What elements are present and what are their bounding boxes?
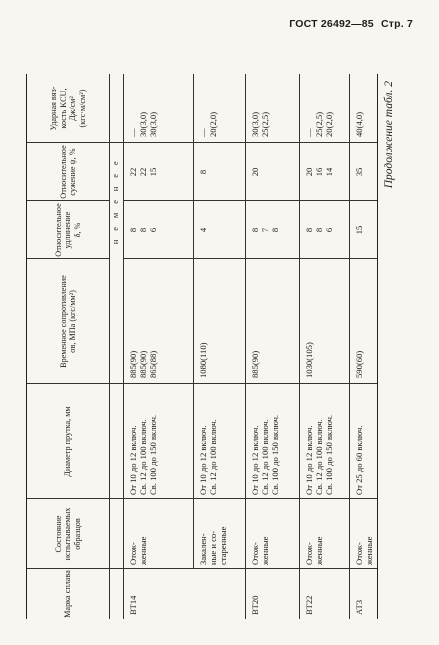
table-cell-elongation	[354, 201, 364, 259]
cell-line: —	[198, 128, 208, 137]
table-cell-diameter	[198, 419, 218, 495]
cell-line: 22	[128, 167, 138, 177]
cell-line: 8	[198, 169, 208, 175]
table-cell-grade	[128, 596, 138, 615]
header-text: испытываемых	[63, 507, 73, 561]
cell-line: 40(4,0)	[354, 111, 364, 137]
table-cell-reduction	[128, 143, 158, 201]
page-header	[285, 18, 413, 30]
cell-line: 8	[314, 227, 324, 233]
table-cell-grade	[304, 596, 314, 615]
cell-line: 30(3,0)	[250, 111, 260, 137]
cell-line: 885(90)	[138, 350, 148, 378]
table-cell-elongation	[198, 201, 208, 259]
table-cell-reduction	[354, 143, 364, 201]
header-divider	[109, 74, 110, 619]
row-divider	[299, 74, 300, 619]
column-header-impact	[27, 74, 109, 143]
table-cell-diameter	[250, 415, 280, 495]
cell-line: 590(60)	[354, 350, 364, 378]
cell-line: женные	[260, 536, 270, 565]
cell-line: Св. 100 до 150 включ.	[324, 414, 334, 495]
table-cell-elongation	[304, 201, 334, 259]
header-text: Марка сплава	[63, 570, 73, 618]
cell-line: Св. 100 до 150 включ.	[270, 414, 280, 495]
header-text: Относительное	[53, 203, 63, 257]
cell-line: женные	[314, 536, 324, 565]
column-header-grade	[27, 569, 109, 619]
table-cell-reduction	[304, 143, 334, 201]
table-cell-diameter	[128, 415, 158, 495]
cell-line: 14	[324, 167, 334, 177]
cell-line: 15	[148, 167, 158, 177]
row-divider	[349, 74, 350, 619]
cell-line: Отож-	[304, 542, 314, 565]
table-cell-state	[304, 537, 324, 565]
table-cell-state	[198, 527, 228, 565]
not-less-label: н е м е н е е	[111, 157, 120, 245]
column-header-state	[27, 499, 109, 569]
row-divider	[245, 74, 246, 619]
cell-line: 1080(110)	[198, 342, 208, 378]
cell-line: 35	[354, 167, 364, 177]
table-cell-grade	[250, 596, 260, 615]
rotated-table	[26, 74, 410, 619]
table-cell-impact	[354, 68, 364, 137]
cell-line: 885(90)	[250, 350, 260, 378]
table-cell-grade	[354, 600, 364, 615]
header-text: δ, %	[72, 222, 82, 238]
cell-line: Отож-	[354, 542, 364, 565]
cell-line: 8	[250, 227, 260, 233]
table-cell-impact	[198, 68, 218, 137]
cell-line: —	[128, 128, 138, 137]
header-text: удлинение	[63, 211, 73, 249]
column-header-reduction	[27, 143, 109, 201]
table-cell-elongation	[250, 201, 280, 259]
cell-line: 865(88)	[148, 350, 158, 378]
cell-line: 6	[324, 227, 334, 233]
cell-line: 885(90)	[128, 350, 138, 378]
cell-line: 22	[138, 167, 148, 177]
cell-line: Св. 100 до 150 включ.	[148, 414, 158, 495]
row-divider	[193, 74, 194, 569]
cell-line: 4	[198, 227, 208, 233]
table-cell-impact	[250, 68, 270, 137]
cell-line: 8	[128, 227, 138, 233]
cell-line: Св. 12 до 100 включ.	[208, 419, 218, 495]
cell-line: 15	[354, 225, 364, 235]
table-cell-reduction	[250, 143, 260, 201]
header-text: образцов	[72, 518, 82, 550]
cell-line: Закален-	[198, 533, 208, 565]
header-text: Временное сопротивление	[58, 275, 68, 368]
cell-line: 7	[260, 227, 270, 233]
cell-line: 1030(105)	[304, 342, 314, 378]
cell-line: От 25 до 60 включ.	[354, 425, 364, 495]
cell-line: От 10 до 12 включ.	[128, 425, 138, 495]
table-cell-impact	[304, 68, 334, 137]
table-cell-strength	[128, 351, 158, 378]
header-text: (кгс·м/см²)	[77, 89, 87, 128]
header-text: Ударная вяз-	[49, 86, 58, 131]
table-title: Продолжение табл. 2	[383, 81, 395, 189]
cell-line: От 10 до 12 включ.	[198, 425, 208, 495]
column-header-elongation	[27, 201, 109, 259]
table-cell-state	[354, 537, 374, 565]
table-cell-impact	[128, 68, 158, 137]
table-cell-state	[128, 537, 148, 565]
cell-line: Отож-	[250, 542, 260, 565]
cell-line: женные	[364, 536, 374, 565]
cell-line: 20	[250, 167, 260, 177]
data-table	[26, 74, 378, 619]
table-cell-state	[250, 537, 270, 565]
table-cell-strength	[354, 351, 364, 378]
column-header-strength	[27, 259, 109, 384]
cell-line: старенные	[218, 526, 228, 565]
header-text: Относительное	[58, 145, 68, 199]
cell-line: Св. 12 до 100 включ.	[314, 419, 324, 495]
cell-line: Св. 12 до 100 включ.	[260, 419, 270, 495]
cell-line: 8	[304, 227, 314, 233]
column-header-diameter	[27, 384, 109, 499]
table-cell-strength	[250, 351, 260, 378]
cell-line: От 10 до 12 включ.	[304, 425, 314, 495]
header-text: Состояние	[53, 515, 63, 553]
table-cell-diameter	[354, 426, 364, 496]
page-number: Стр. 7	[380, 18, 413, 30]
table-cell-diameter	[304, 415, 334, 495]
cell-line: Отож-	[128, 542, 138, 565]
cell-line: ВТ22	[304, 595, 314, 615]
table-cell-strength	[304, 342, 314, 378]
cell-line: 16	[314, 167, 324, 177]
cell-line: АТ3	[354, 600, 364, 615]
cell-line: От 10 до 12 включ.	[250, 425, 260, 495]
cell-line: 25(2,5)	[314, 111, 324, 137]
standard-number: ГОСТ 26492—85	[289, 18, 374, 30]
cell-line: 6	[148, 227, 158, 233]
cell-line: 20(2,0)	[324, 111, 334, 137]
subheader-divider	[123, 74, 124, 619]
rotated-table-area	[26, 74, 410, 619]
cell-line: 8	[270, 227, 280, 233]
header-text: кость KCU,	[58, 88, 68, 129]
table-cell-elongation	[128, 201, 158, 259]
cell-line: 8	[138, 227, 148, 233]
cell-line: 30(3,0)	[148, 111, 158, 137]
header-text: Диаметр прутка, мм	[63, 406, 73, 477]
cell-line: Св. 12 до 100 включ.	[138, 419, 148, 495]
header-text: σв, МПа (кгс/мм²)	[68, 290, 77, 353]
header-text: Дж/см²	[68, 96, 77, 121]
cell-line: 30(3,0)	[138, 111, 148, 137]
cell-line: 20(2,0)	[208, 111, 218, 137]
cell-line: —	[304, 128, 314, 137]
table-cell-strength	[198, 343, 208, 378]
cell-line: женные	[138, 536, 148, 565]
cell-line: ные и со-	[208, 530, 218, 565]
header-text: сужение ψ, %	[68, 148, 77, 196]
cell-line: 25(2,5)	[260, 111, 270, 137]
table-cell-reduction	[198, 143, 208, 201]
cell-line: 20	[304, 167, 314, 177]
cell-line: ВТ14	[128, 595, 138, 615]
cell-line: ВТ20	[250, 595, 260, 615]
